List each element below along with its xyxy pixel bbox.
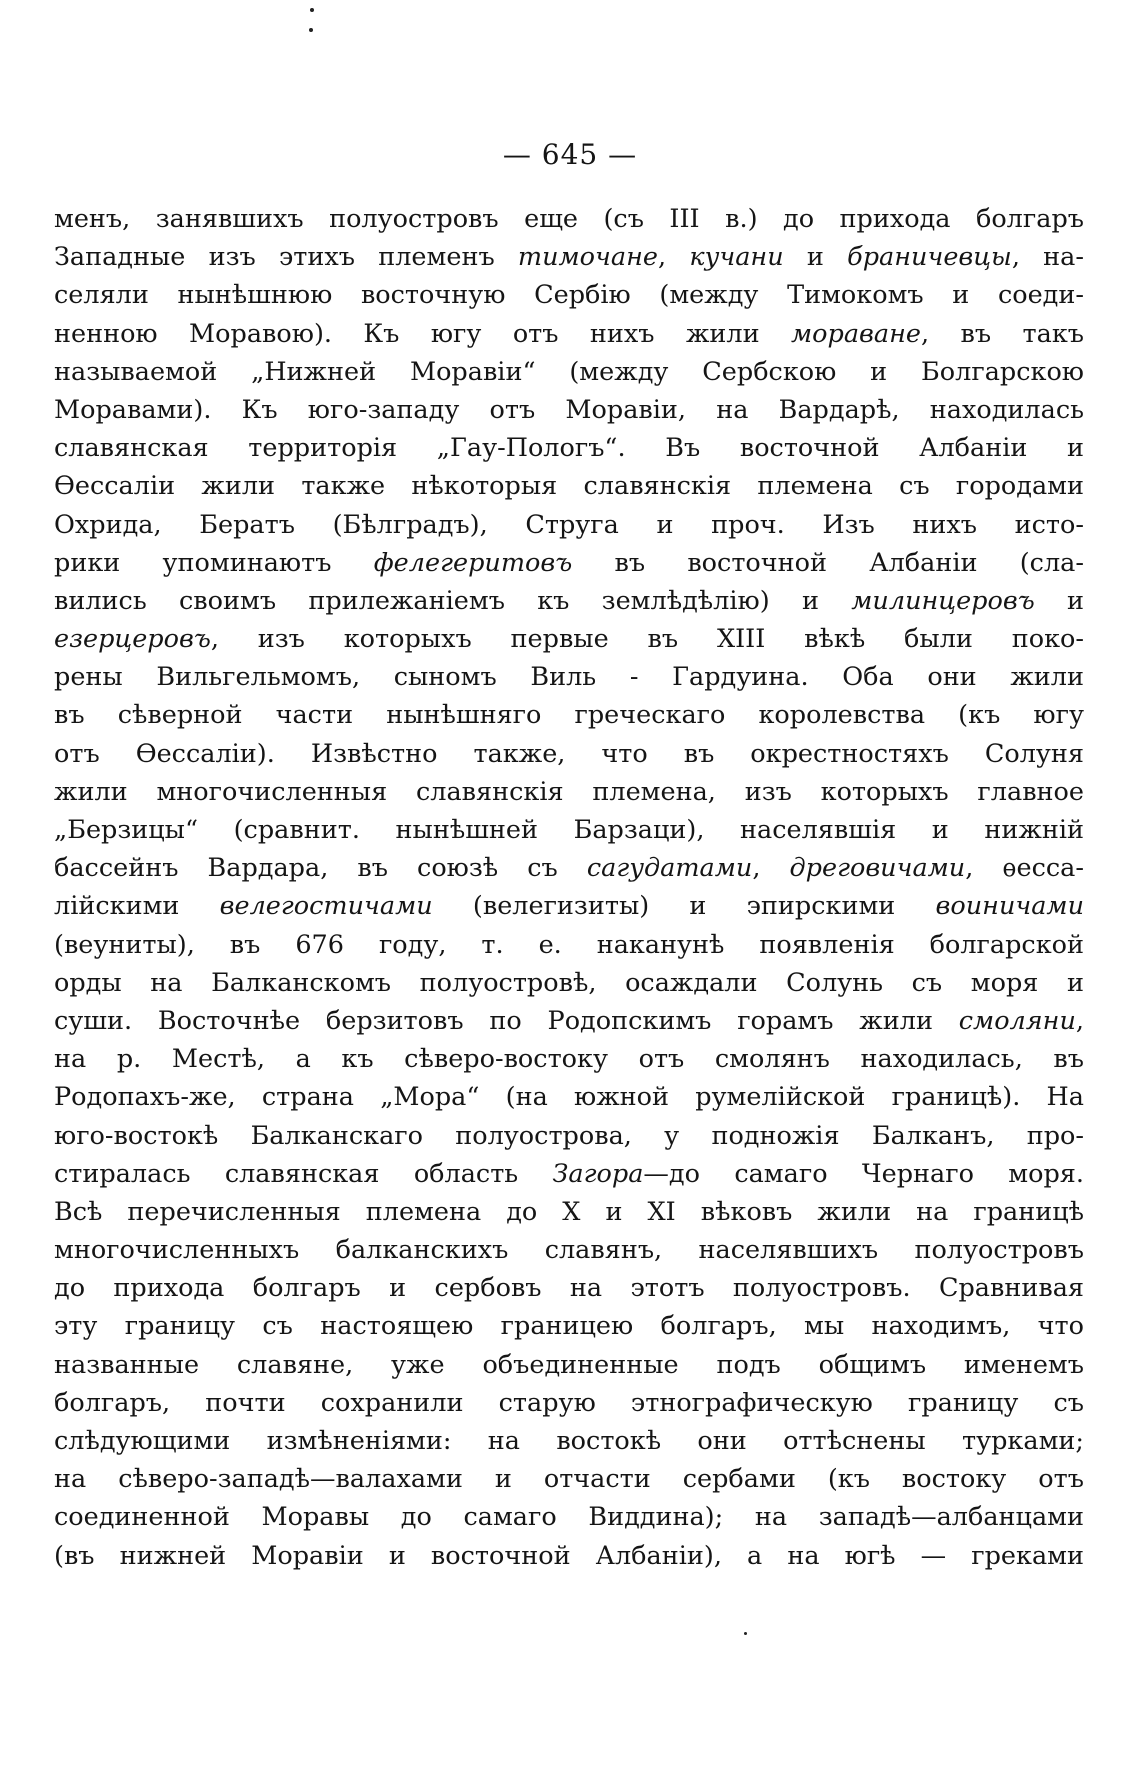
text-line [54,1346,1084,1384]
body-text [54,200,1084,1575]
text-run: на р. Местѣ, а къ сѣверо-востоку отъ смолянъ находилась, въ [54,1044,1084,1075]
text-run: (веуниты), въ 676 году, т. е. наканунѣ появленiя болгарской [54,929,1084,960]
text-run: до прихода болгаръ и сербовъ на этотъ полуостровъ. Сравнивая [54,1273,1084,1304]
text-run: „Берзицы“ (сравнит. нынѣшней Барзаци), населявшiя и нижнiй [54,815,1084,845]
text-run: Западные изъ этихъ племенъ [54,242,518,273]
text-line [54,1422,1084,1460]
text-run: Родопахъ-же, страна „Мора“ (на южной румелiйской границѣ). На [54,1082,1084,1113]
text-line [54,811,1084,849]
text-line [54,1002,1084,1040]
text-line [54,1231,1084,1269]
text-run: болгаръ, почти сохранили старую этнографическую границу съ [54,1387,1084,1418]
text-run: Ѳессалiи жили также нѣкоторыя славянскiя племена съ городами [54,471,1084,502]
text-line [54,1384,1084,1422]
text-run: въ восточной Албанiи (сла- [572,547,1084,578]
text-line [54,1155,1084,1193]
italic-term: тимочане [517,242,658,273]
italic-term: езерцеровъ [54,624,211,655]
italic-term: браничевцы [847,242,1012,273]
text-line [54,353,1084,391]
text-line [54,391,1084,429]
text-run: менъ, занявшихъ полуостровъ еще (съ III в.) до прихода болгаръ [54,204,1084,234]
text-run: соединенной Моравы до самаго Виддина); на западѣ—албанцами [54,1502,1084,1533]
text-run: рены Вильгельмомъ, сыномъ Виль - Гардуина. Оба они жили [54,662,1084,693]
text-line [54,1498,1084,1536]
italic-term: милинцеровъ [851,585,1035,616]
text-run: называемой „Нижней Моравiи“ (между Сербскою и Болгарскою [54,356,1084,387]
text-run: суши. Восточнѣе берзитовъ по Родопскимъ горамъ жили [54,1005,959,1036]
text-line [54,887,1084,925]
text-run: , на- [1011,242,1084,273]
text-line [54,582,1084,620]
text-line [54,1460,1084,1498]
text-run: лiйскими [54,891,220,922]
text-run: —до самаго Чернаго моря. [643,1158,1084,1189]
text-run: (въ нижней Моравiи и восточной Албанiи), а на югѣ — греками [54,1540,1084,1571]
text-run: , ѳесса- [965,853,1084,884]
text-run: многочисленныхъ балканскихъ славянъ, населявшихъ полуостровъ [54,1235,1084,1266]
text-line [54,926,1084,964]
text-line [54,1040,1084,1078]
text-run: (велегизиты) и эпирскими [432,891,936,922]
text-line [54,1117,1084,1155]
text-line [54,735,1084,773]
text-run: , [752,853,790,884]
print-speck [310,8,314,12]
italic-term: фелегеритовъ [373,547,573,578]
text-run: на сѣверо-западѣ—валахами и отчасти сербами (къ востоку отъ [54,1464,1084,1495]
text-line [54,964,1084,1002]
italic-term: кучани [689,242,784,273]
text-line [54,1269,1084,1307]
text-line [54,658,1084,696]
text-run: стиралась славянская область [54,1158,553,1189]
text-line [54,315,1084,353]
text-run: юго-востокѣ Балканскаго полуострова, у подножiя Балканъ, про- [54,1120,1084,1151]
text-line [54,200,1084,238]
text-line [54,849,1084,887]
text-run: орды на Балканскомъ полуостровѣ, осаждали Солунь съ моря и [54,967,1084,998]
page-number: — 645 — [502,138,638,171]
italic-term: Загора [552,1158,644,1189]
text-line [54,467,1084,505]
text-run: жили многочисленныя славянскiя племена, изъ которыхъ главное [54,776,1084,807]
print-speck [309,28,313,32]
text-run: ненною Моравою). Къ югу отъ нихъ жили [54,318,792,349]
text-run: Всѣ перечисленныя племена до X и XI вѣковъ жили на границѣ [54,1196,1084,1227]
text-line [54,276,1084,314]
text-line [54,620,1084,658]
text-run: эту границу съ настоящею границею болгаръ, мы находимъ, что [54,1311,1084,1342]
italic-term: сагудатами [586,853,753,884]
italic-term: смоляни [958,1005,1076,1036]
text-line [54,1078,1084,1116]
text-run: Моравами). Къ юго-западу отъ Моравiи, на Вардарѣ, находилась [54,394,1084,425]
text-run: , [657,242,690,273]
text-run: слѣдующими измѣненiями: на востокѣ они оттѣснены турками; [54,1426,1084,1456]
text-line [54,1193,1084,1231]
text-run: и [783,242,848,273]
text-run: селяли нынѣшнюю восточную Сербiю (между Тимокомъ и соеди- [54,280,1084,311]
text-run: отъ Ѳессалiи). Извѣстно также, что въ окрестностяхъ Солуня [54,738,1084,769]
text-run: и [1034,585,1084,616]
text-line [54,1307,1084,1345]
text-line [54,544,1084,582]
text-line [54,506,1084,544]
text-line [54,773,1084,811]
italic-term: воиничами [935,891,1084,922]
text-run: названные славяне, уже объединенные подъ общимъ именемъ [54,1349,1084,1380]
print-speck [744,1632,747,1635]
italic-term: дреговичами [789,853,966,884]
text-run: Охрида, Бератъ (Бѣлградъ), Струга и проч. Изъ нихъ исто- [54,509,1084,540]
text-run: , [1075,1005,1084,1036]
italic-term: велегостичами [219,891,433,922]
text-run: , изъ которыхъ первые въ XIII вѣкѣ были поко- [210,624,1084,655]
text-line [54,238,1084,276]
text-line [54,429,1084,467]
text-line [54,1537,1084,1575]
text-run: славянская территорiя „Гау-Пологъ“. Въ восточной Албанiи и [54,433,1084,464]
text-run: вились своимъ прилежанiемъ къ землѣдѣлiю) и [54,585,852,616]
text-run: бассейнъ Вардара, въ союзѣ съ [54,853,587,884]
italic-term: моравaне [791,318,921,349]
text-line [54,696,1084,734]
text-run: , въ такъ [920,318,1084,349]
text-run: въ сѣверной части нынѣшняго греческаго королевства (къ югу [54,700,1084,731]
text-run: рики упоминаютъ [54,547,374,578]
